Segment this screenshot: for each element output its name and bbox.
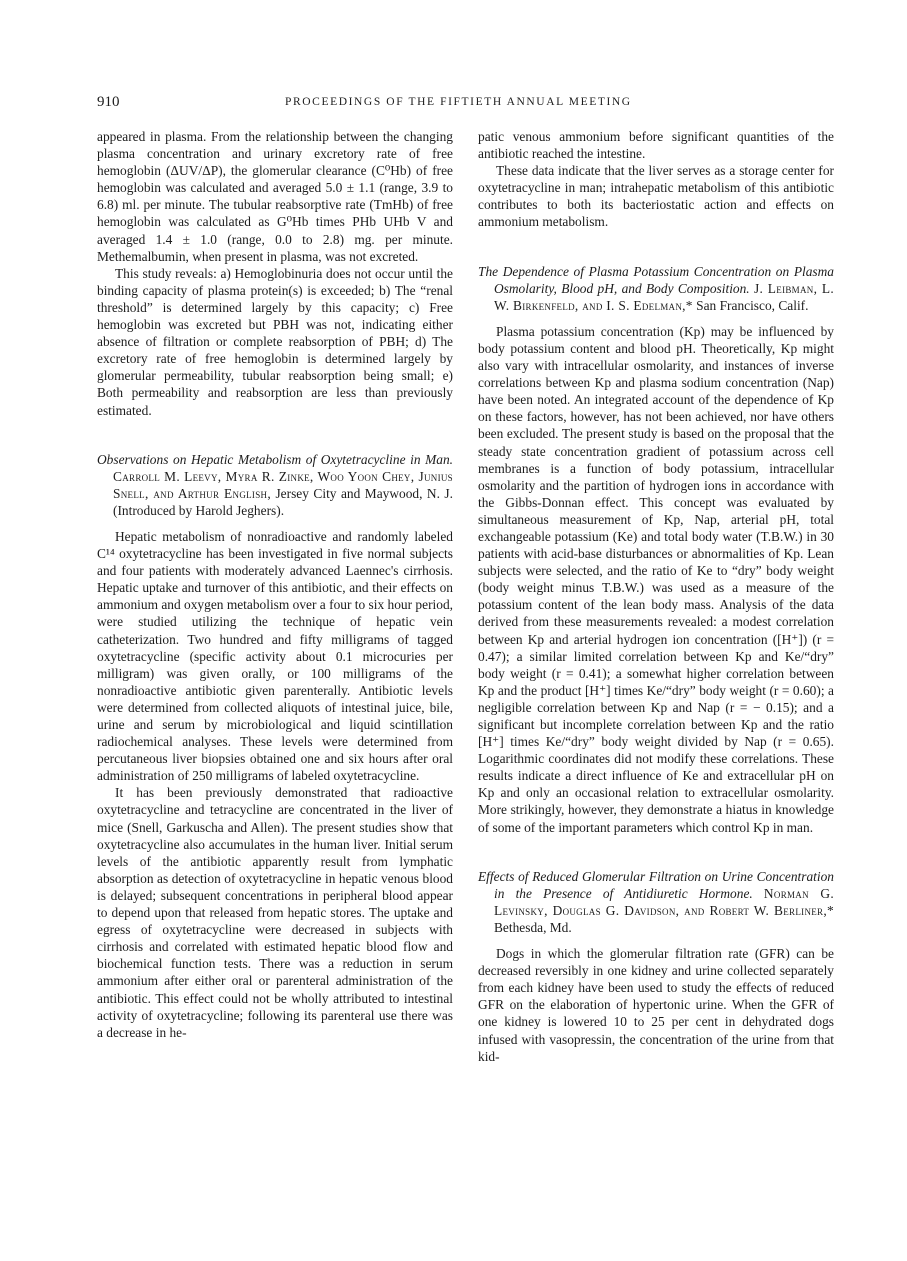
abstract-authors: J. Leibman, L. W. Birkenfeld, and I. S. Edelman,* (494, 280, 834, 313)
page-header (97, 94, 837, 114)
abstract-title: The Dependence of Plasma Potassium Concentration on Plasma Osmolarity, Blood pH, and Body Composition. (478, 263, 834, 296)
abstract-heading (478, 868, 834, 936)
paragraph: Dogs in which the glomerular filtration rate (GFR) can be decreased reversibly in one kidney and urine collected separately from each kidney have been used to study the effects of reduced GFR on the elaboration of hypertonic urine. When the GFR of one kidney is lowered 10 to 25 per cent in dehydrated dogs infused with vasopressin, the concentration of the urine from that kid- (478, 946, 834, 1064)
abstract-location: San Francisco, Calif. (696, 297, 809, 313)
abstract-authors: Norman G. Levinsky, Douglas G. Davidson, and Robert W. Berliner,* (494, 885, 834, 918)
right-column (478, 128, 834, 1065)
paragraph: It has been previously demonstrated that radioactive oxytetracycline and tetracycline are concentrated in the liver of mice (Snell, Garkuscha and Allen). The present studies show that oxytetracycline also accumulates in the human liver. Initial serum levels of the antibiotic apparently result from lymphatic absorption as detection of oxytetracycline in hepatic venous blood is delayed; subsequent concentrations in peripheral blood appear to depend upon that released from hepatic stores. The uptake and egress of oxytetracycline were decreased in subjects with cirrhosis and correlated with estimated hepatic blood flow and biochemical function tests. There was a reduction in serum ammonium after either oral or parenteral administration of the antibiotic. This effect could not be wholly attributed to intestinal activity of oxytetracycline; following its parenteral use there was a decrease in he- (97, 785, 453, 1040)
paragraph: These data indicate that the liver serves as a storage center for oxytetracycline in man; intrahepatic metabolism of this antibiotic contributes to both its bacteriostatic action and effects on ammonium metabolism. (478, 163, 834, 230)
abstract-title: Effects of Reduced Glomerular Filtration on Urine Concentration in the Presence of Antidiuretic Hormone. (478, 868, 834, 901)
abstract-heading (97, 451, 453, 519)
paragraph: This study reveals: a) Hemoglobinuria does not occur until the binding capacity of plasma protein(s) is exceeded; b) The “renal threshold” is determined largely by this capacity; c) Free hemoglobin was excreted but PBH was not, indicating either absence of filtration or complete reabsorption of PBH; d) The excretory rate of free hemoglobin is determined largely by glomerular permeability, tubular reabsorption being small; e) Both permeability and reabsorption are less than previously estimated. (97, 265, 453, 418)
paragraph: patic venous ammonium before significant quantities of the antibiotic reached the intestine. (478, 129, 834, 162)
running-title: PROCEEDINGS OF THE FIFTIETH ANNUAL MEETING (285, 96, 632, 108)
paragraph: Hepatic metabolism of nonradioactive and randomly labeled C¹⁴ oxytetracycline has been investigated in five normal subjects and four patients with moderately advanced Laennec's cirrhosis. Hepatic uptake and turnover of this antibiotic, and their effects on ammonium and oxygen metabolism over a four to six hour period, were studied utilizing the technique of hepatic vein catheterization. Two hundred and fifty milligrams of tagged oxytetracycline (specific activity about 0.1 microcuries per milligram) was given orally, or 100 milligrams of the nonradioactive antibiotic given parenterally. Antibiotic levels were determined from collected aliquots of intestinal juice, bile, urine and serum by microbiological and liquid scintillation radiochemical analyses. These levels were determined from percutaneous liver biopsies obtained one and six hours after oral administration of 250 milligrams of labeled oxytetracycline. (97, 528, 453, 784)
abstract-authors: Carroll M. Leevy, Myra R. Zinke, Woo Yoon Chey, Junius Snell, and Arthur English, (113, 468, 453, 501)
paragraph: appeared in plasma. From the relationship between the changing plasma concentration and urinary excretory rate of free hemoglobin (ΔUV/ΔP), the glomerular clearance (C⁰Hb) of free hemoglobin was calculated and averaged 5.0 ± 1.1 (range, 3.9 to 6.8) ml. per minute. The tubular reabsorptive rate (TmHb) of free hemoglobin was calculated as G⁰Hb times PHb UHb V and averaged 1.4 ± 1.0 (range, 0.0 to 2.8) mg. per minute. Methemalbumin, when present in plasma, was not excreted. (97, 129, 453, 264)
page-number: 910 (97, 94, 120, 110)
abstract-title: Observations on Hepatic Metabolism of Oxytetracycline in Man. (97, 451, 453, 467)
paragraph: Plasma potassium concentration (Kp) may be influenced by body potassium content and blood pH. Theoretically, Kp might also vary with intracellular osmolarity, and instances of inverse correlations between Kp and plasma sodium concentration (Nap) have been noted. An integrated account of the dependence of Kp on these factors, however, has not been achieved, nor have others been excluded. The present study is based on the proposal that the steady state concentration gradient of potassium across cell membranes is a function of body potassium, intracellular osmolarity and the partition of hydrogen ions in accordance with the Gibbs-Donnan effect. This concept was evaluated by simultaneous measurement of Kp, Nap, arterial pH, total exchangeable potassium (Ke) and total body water (T.B.W.) in 30 patients with acid-base disturbances or abnormalities of Kp. Lean subjects were selected, and the ratio of Ke to “dry” body weight (body weight minus T.B.W.) was used as a measure of the potassium content of the lean body mass. Analysis of the data derived from these measurements revealed: a modest correlation between Kp and arterial hydrogen ion concentration ([H⁺]) (r = 0.47); a similar limited correlation between Kp and Ke/“dry” body weight (r = 0.41); a somewhat higher correlation between Kp and the product [H⁺] times Ke/“dry” body weight (r = 0.60); a negligible correlation between Kp and Nap (r = − 0.15); and a significant but incomplete correlation between Kp and the ratio [H⁺] times Ke/“dry” body weight divided by Nap (r = 0.65). Logarithmic coordinates did not modify these correlations. These results indicate a direct influence of Ke and extracellular pH on Kp and only an occasional relation to extracellular osmolarity. More strikingly, however, they demonstrate a hiatus in knowledge of some of the important parameters which control Kp in man. (478, 323, 834, 835)
abstract-heading (478, 263, 834, 314)
abstract-location: Bethesda, Md. (494, 919, 572, 935)
left-column (97, 128, 453, 1041)
abstract-location: Jersey City and Maywood, N. J. (Introduced by Harold Jeghers). (113, 485, 453, 518)
